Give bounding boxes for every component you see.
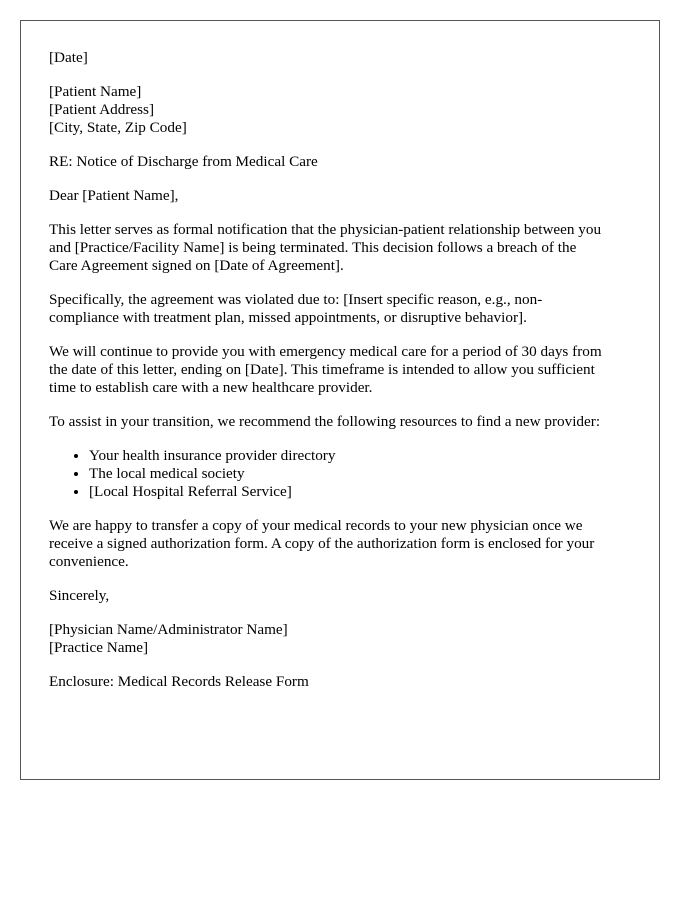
letter-date: [Date] — [49, 49, 88, 66]
paragraph-medical-records — [49, 517, 631, 571]
letter-subject: RE: Notice of Discharge from Medical Care — [49, 153, 318, 170]
recipient-name: [Patient Name] — [49, 83, 142, 100]
paragraph-line: We will continue to provide you with emergency medical care for a period of 30 days from — [49, 343, 602, 360]
recipient-city-state-zip: [City, State, Zip Code] — [49, 119, 187, 136]
recipient-address: [Patient Address] — [49, 101, 155, 118]
signature-practice: [Practice Name] — [49, 639, 149, 656]
signature-name: [Physician Name/Administrator Name] — [49, 621, 288, 638]
paragraph-termination-notice — [49, 221, 631, 275]
paragraph-line: convenience. — [49, 553, 129, 570]
recipient-address-block — [49, 83, 631, 137]
paragraph-line: Care Agreement signed on [Date of Agreement]. — [49, 257, 344, 274]
letter-closing: Sincerely, — [49, 587, 110, 604]
paragraph-line: the date of this letter, ending on [Date]. This timeframe is intended to allow you sufficient — [49, 361, 595, 378]
paragraph-line: compliance with treatment plan, missed appointments, or disruptive behavior]. — [49, 309, 527, 326]
signature-block — [49, 621, 631, 657]
paragraph-line: Specifically, the agreement was violated due to: [Insert specific reason, e.g., non- — [49, 291, 543, 308]
resource-list — [49, 447, 631, 501]
paragraph-line: This letter serves as formal notification that the physician-patient relationship between you — [49, 221, 602, 238]
paragraph-line: To assist in your transition, we recommend the following resources to find a new provider: — [49, 413, 601, 430]
paragraph-transition-resources — [49, 413, 631, 431]
paragraph-violation-reason — [49, 291, 631, 327]
paragraph-line: time to establish care with a new healthcare provider. — [49, 379, 373, 396]
letter-salutation: Dear [Patient Name], — [49, 187, 179, 204]
paragraph-line: and [Practice/Facility Name] is being terminated. This decision follows a breach of the — [49, 239, 577, 256]
paragraph-line: We are happy to transfer a copy of your medical records to your new physician once we — [49, 517, 583, 534]
list-item: • [Local Hospital Referral Service] — [89, 483, 631, 501]
list-item: • Your health insurance provider directory — [89, 447, 631, 465]
paragraph-line: receive a signed authorization form. A copy of the authorization form is enclosed for your — [49, 535, 595, 552]
letter-page — [20, 20, 660, 780]
paragraph-emergency-care — [49, 343, 631, 397]
letter-enclosure: Enclosure: Medical Records Release Form — [49, 673, 309, 690]
list-item: • The local medical society — [89, 465, 631, 483]
